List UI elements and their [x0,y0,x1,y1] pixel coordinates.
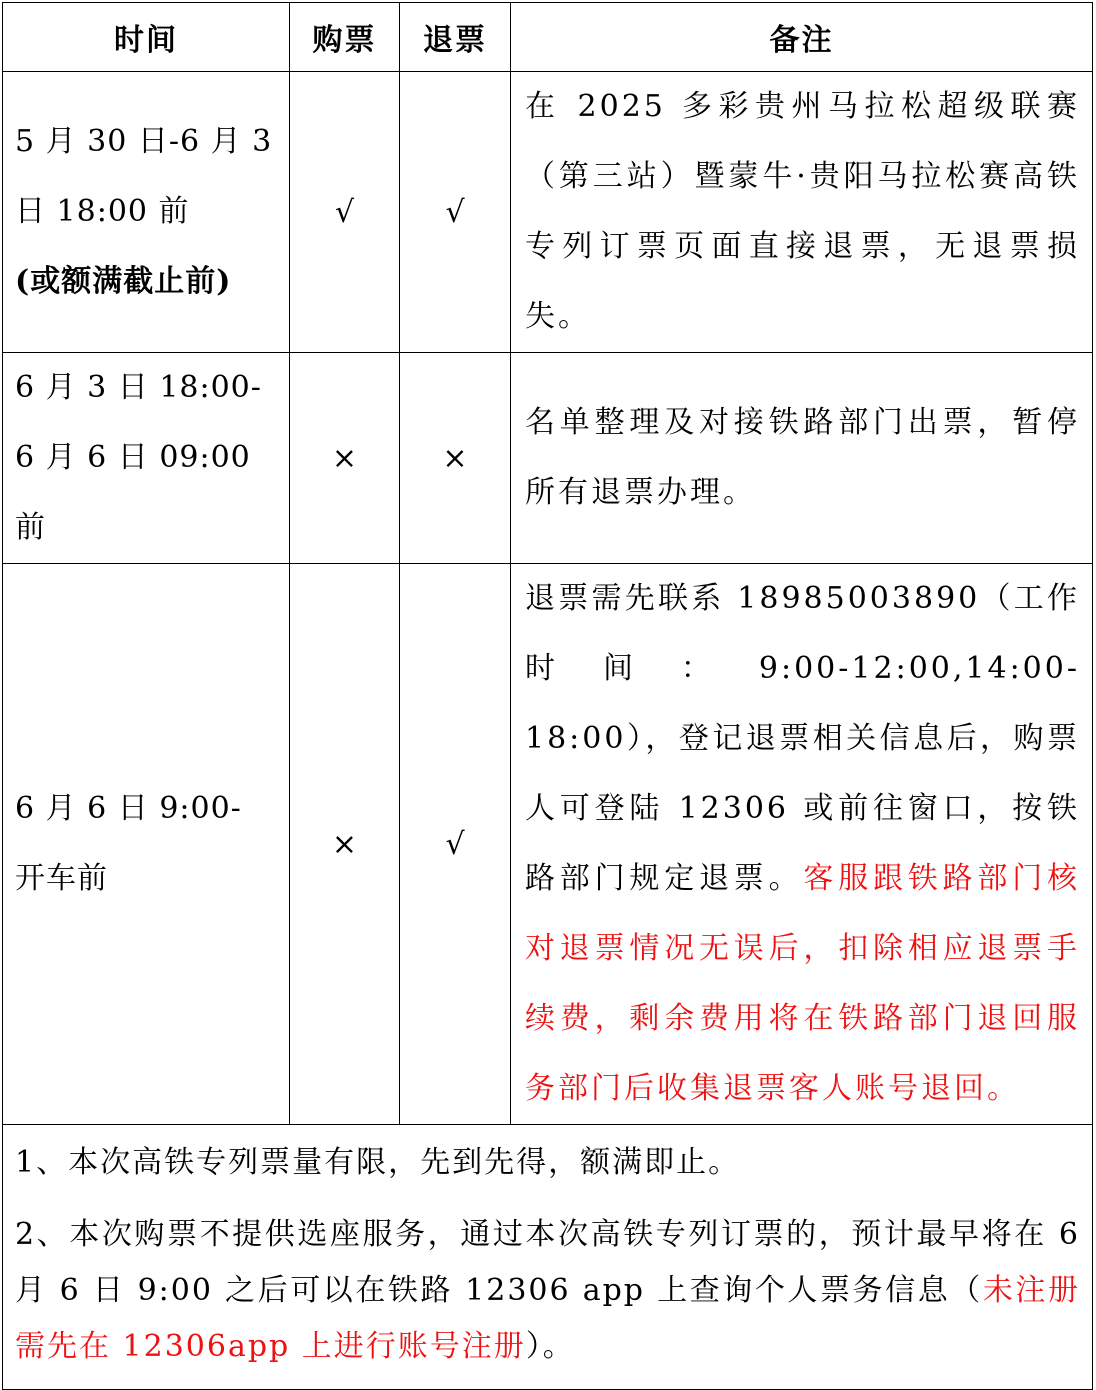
table-row [3,72,1093,353]
time-line: 5 月 30 日-6 月 3 [15,124,273,159]
table-row [3,353,1093,564]
time-line: 开车前 [15,861,108,896]
time-line: 6 月 3 日 18:00- [15,370,262,405]
refund-check-mark: √ [400,72,511,353]
footer-item-1: 1、本次高铁专列票量有限，先到先得，额满即止。 [15,1145,741,1180]
time-cell [3,353,290,564]
header-note: 备注 [511,3,1093,72]
table-row [3,564,1093,1125]
footer-notes [3,1125,1093,1390]
time-line: (或额满截止前) [15,264,232,299]
time-line: 6 月 6 日 9:00- [15,791,242,826]
footer-row [3,1125,1093,1390]
time-line: 6 月 6 日 09:00 前 [15,440,251,545]
refund-check-mark: √ [400,564,511,1125]
refund-policy-table [2,2,1093,1390]
footer-item-2-end: ）。 [525,1329,575,1364]
buy-check-mark: √ [290,72,400,353]
refund-cross-mark: × [400,353,511,564]
time-line: 日 18:00 前 [15,194,190,229]
header-row [3,3,1093,72]
note-cell: 在 2025 多彩贵州马拉松超级联赛（第三站）暨蒙牛·贵阳马拉松赛高铁专列订票页面直接退票，无退票损失。 [511,72,1093,353]
note-highlight: 客服跟铁路部门核对退票情况无误后，扣除相应退票手续费，剩余费用将在铁路部门退回服务部门后收集退票客人账号退回。 [525,861,1081,1106]
time-cell [3,564,290,1125]
header-buy: 购票 [290,3,400,72]
footer-item-2-highlight: 未注册需先在 12306app 上进行账号注册 [15,1273,1081,1364]
footer-item-2 [15,1207,1080,1375]
buy-cross-mark: × [290,353,400,564]
header-time: 时间 [3,3,290,72]
time-cell [3,72,290,353]
note-cell: 名单整理及对接铁路部门出票，暂停所有退票办理。 [511,353,1093,564]
footer-item-2-text: 2、本次购票不提供选座服务，通过本次高铁专列订票的，预计最早将在 6 月 6 日 9:00 之后可以在铁路 12306 app 上查询个人票务信息（ [15,1217,1080,1308]
note-text: 退票需先联系 18985003890（工作时间：9:00-12:00,14:00-18:00），登记退票相关信息后，购票人可登陆 12306 或前往窗口，按铁路部门规定退票。 [525,581,1080,896]
header-refund: 退票 [400,3,511,72]
buy-cross-mark: × [290,564,400,1125]
note-cell [511,564,1093,1125]
